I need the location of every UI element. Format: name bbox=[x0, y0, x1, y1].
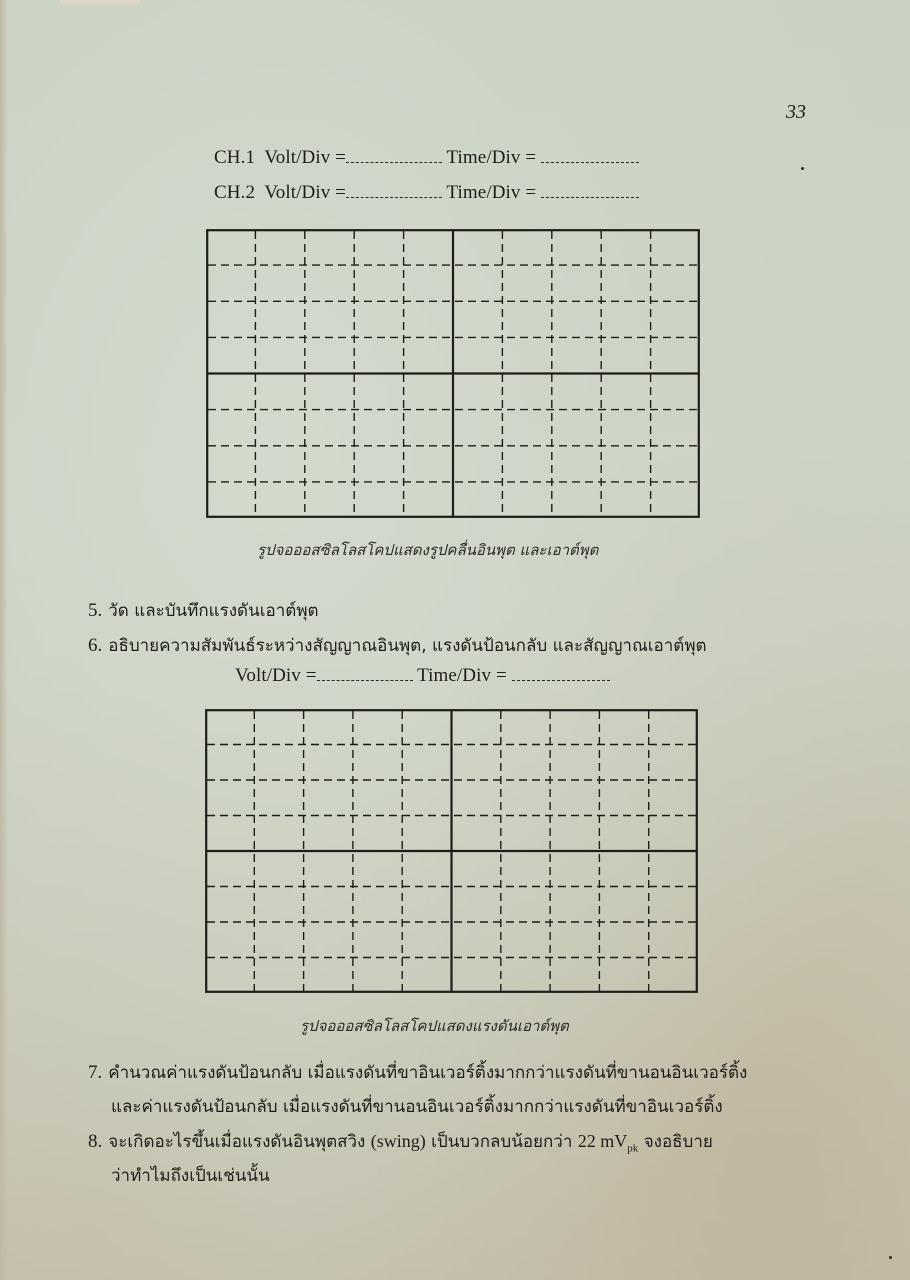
item-8-number: 8. bbox=[88, 1131, 103, 1152]
fig2-time-div-field[interactable] bbox=[512, 666, 610, 681]
graticule-grid-2 bbox=[205, 709, 698, 993]
item-8-voltage-value bbox=[577, 1131, 639, 1155]
list-item-5 bbox=[88, 597, 319, 624]
ch2-settings-line bbox=[214, 182, 639, 204]
ch1-volt-div-label: Volt/Div = bbox=[264, 147, 346, 168]
figure2-caption: รูปจอออสซิลโลสโคปแสดงแรงดันเอาต์พุต bbox=[300, 1017, 569, 1035]
page-top-edge bbox=[60, 0, 140, 6]
ch1-time-div-field[interactable] bbox=[541, 148, 639, 163]
ch1-time-div-label: Time/Div = bbox=[446, 147, 537, 168]
page-left-edge-shadow bbox=[0, 0, 8, 1280]
ch2-channel-label: CH.2 bbox=[214, 182, 256, 203]
item-8-text-c: จงอธิบาย bbox=[643, 1132, 713, 1152]
paper-speck bbox=[889, 1256, 892, 1259]
ch2-volt-div-field[interactable] bbox=[346, 183, 442, 198]
ch2-volt-div-label: Volt/Div = bbox=[264, 182, 346, 203]
item-8-voltage-subscript: pk bbox=[627, 1142, 639, 1155]
fig2-settings-line bbox=[235, 665, 610, 687]
ch2-time-div-field[interactable] bbox=[541, 183, 639, 198]
item-6-text: อธิบายความสัมพันธ์ระหว่างสัญญาณอินพุต, แรงดันป้อนกลับ และสัญญาณเอาต์พุต bbox=[108, 636, 707, 656]
item-7-number: 7. bbox=[88, 1062, 103, 1083]
list-item-7-line-1 bbox=[88, 1059, 747, 1086]
ch2-time-div-label: Time/Div = bbox=[446, 182, 537, 203]
fig2-volt-div-field[interactable] bbox=[317, 666, 413, 681]
item-8-swing-term: (swing) bbox=[370, 1131, 426, 1151]
item-6-number: 6. bbox=[88, 635, 103, 656]
list-item-8-line-1 bbox=[88, 1128, 713, 1155]
paper-speck bbox=[801, 167, 804, 170]
fig2-time-div-label: Time/Div = bbox=[417, 665, 507, 686]
item-8-text-b: เป็นบวกลบน้อยกว่า bbox=[431, 1132, 573, 1152]
figure1-caption: รูปจอออสซิลโลสโคปแสดงรูปคลื่นอินพุต และเอาต์พุต bbox=[257, 541, 599, 559]
list-item-6 bbox=[88, 632, 707, 659]
item-8-text-a: จะเกิดอะไรขึ้นเมื่อแรงดันอินพุตสวิง bbox=[108, 1132, 366, 1152]
oscilloscope-graticule-output bbox=[205, 709, 698, 993]
ch1-channel-label: CH.1 bbox=[214, 147, 256, 168]
ch1-settings-line bbox=[214, 147, 639, 169]
item-5-number: 5. bbox=[88, 600, 103, 621]
list-item-8-line-2: ว่าทำไมถึงเป็นเช่นนั้น bbox=[111, 1166, 270, 1186]
item-5-text: วัด และบันทึกแรงดันเอาต์พุต bbox=[108, 601, 319, 621]
fig2-volt-div-label: Volt/Div = bbox=[235, 665, 317, 686]
graticule-grid-1 bbox=[206, 229, 700, 518]
page-number: 33 bbox=[786, 101, 806, 123]
list-item-7-line-2: และค่าแรงดันป้อนกลับ เมื่อแรงดันที่ขานอนอินเวอร์ติ้งมากกว่าแรงดันที่ขาอินเวอร์ติ้ง bbox=[111, 1097, 723, 1117]
item-8-voltage-number: 22 mV bbox=[577, 1131, 628, 1151]
item-7-text-line-1: คำนวณค่าแรงดันป้อนกลับ เมื่อแรงดันที่ขาอินเวอร์ติ้งมากกว่าแรงดันที่ขานอนอินเวอร์ติ้ง bbox=[108, 1063, 748, 1083]
oscilloscope-graticule-input-output bbox=[206, 229, 700, 518]
ch1-volt-div-field[interactable] bbox=[346, 148, 442, 163]
